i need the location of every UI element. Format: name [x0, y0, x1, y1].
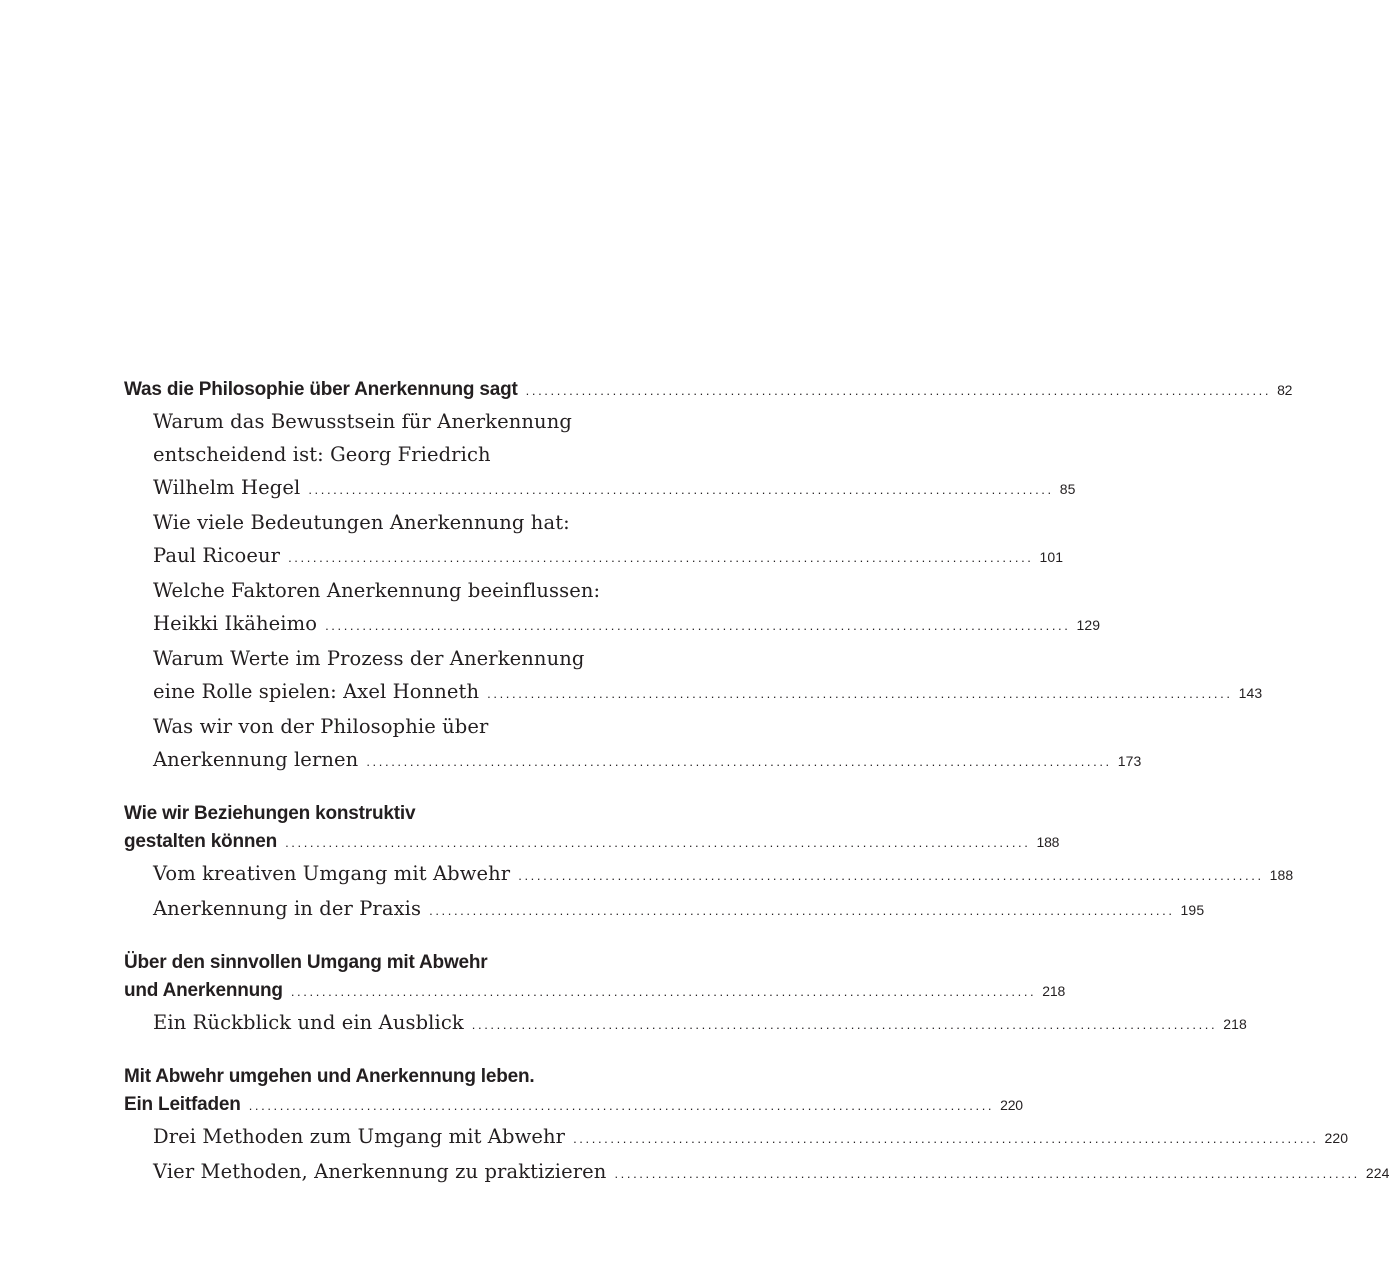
chapter-entry — [124, 376, 1293, 405]
dot-leader: ........................................................................................................................ — [573, 1131, 1319, 1146]
dot-leader: ........................................................................................................................ — [288, 550, 1034, 565]
dot-leader: ........................................................................................................................ — [325, 618, 1071, 633]
dot-leader: ........................................................................................................................ — [471, 1017, 1218, 1032]
entry-last-line — [124, 977, 1066, 1006]
entry-title-text: Heikki Ikäheimo — [153, 612, 318, 635]
entry-title-text: Warum Werte im Prozess der Anerkennung — [153, 647, 585, 670]
entry-title-text: Über den sinnvollen Umgang mit Abwehr — [124, 952, 488, 973]
entry-title-text: und Anerkennung — [124, 980, 283, 1001]
entry-last-line — [153, 857, 1294, 892]
page-number: 220 — [1000, 1097, 1023, 1113]
page-number: 218 — [1223, 1016, 1247, 1032]
entry-last-line — [153, 1120, 1349, 1155]
dot-leader: ........................................................................................................................ — [525, 383, 1272, 398]
entry-line — [153, 438, 672, 471]
toc-section — [124, 800, 1294, 927]
subsection-entry — [124, 1120, 1349, 1155]
page-number: 224 — [1365, 1165, 1390, 1181]
dot-leader: ........................................................................................................................ — [487, 686, 1233, 701]
entry-title-text: Wie wir Beziehungen konstruktiv — [124, 803, 416, 824]
page-number: 85 — [1059, 481, 1076, 497]
page-number: 82 — [1277, 382, 1293, 398]
entry-last-line — [153, 1006, 1247, 1041]
subsection-entry — [124, 857, 1294, 892]
table-of-contents — [124, 376, 1390, 1212]
entry-title-text: Wilhelm Hegel — [153, 476, 301, 499]
entry-title-text: Vom kreativen Umgang mit Abwehr — [153, 862, 511, 885]
entry-title-text: Drei Methoden zum Umgang mit Abwehr — [153, 1125, 566, 1148]
toc-section — [124, 949, 1247, 1041]
entry-title-text: Ein Rückblick und ein Ausblick — [153, 1011, 464, 1034]
subsection-entry — [124, 506, 1064, 574]
entry-title-text: Mit Abwehr umgehen und Anerkennung leben. — [124, 1066, 535, 1087]
entry-last-line — [153, 743, 1142, 778]
page-number: 143 — [1238, 685, 1263, 701]
entry-title-text: Warum das Bewusstsein für Anerkennung — [153, 410, 572, 433]
entry-line — [153, 405, 672, 438]
subsection-entry — [124, 1155, 1390, 1190]
entry-line — [153, 574, 672, 607]
entry-title-text: eine Rolle spielen: Axel Honneth — [153, 680, 480, 703]
dot-leader: ........................................................................................................................ — [308, 482, 1054, 497]
entry-line — [124, 949, 672, 977]
page-number: 220 — [1324, 1130, 1349, 1146]
entry-line — [153, 710, 672, 743]
page-number: 188 — [1269, 867, 1294, 883]
entry-title-text: Paul Ricoeur — [153, 544, 281, 567]
chapter-entry — [124, 1063, 1023, 1120]
page-number: 218 — [1042, 983, 1066, 999]
entry-title-text: Wie viele Bedeutungen Anerkennung hat: — [153, 511, 570, 534]
chapter-entry — [124, 949, 1066, 1006]
toc-section — [124, 376, 1293, 778]
entry-line — [124, 800, 672, 828]
entry-last-line — [153, 607, 1101, 642]
entry-title-text: Ein Leitfaden — [124, 1094, 241, 1115]
entry-line — [124, 1063, 672, 1091]
entry-title-text: Was die Philosophie über Anerkennung sagt — [124, 379, 518, 400]
subsection-entry — [124, 405, 1076, 506]
subsection-entry — [124, 574, 1101, 642]
entry-title-text: Was wir von der Philosophie über — [153, 715, 489, 738]
dot-leader: ........................................................................................................................ — [429, 903, 1175, 918]
toc-section — [124, 1063, 1390, 1190]
entry-line — [153, 642, 672, 675]
subsection-entry — [124, 710, 1142, 778]
subsection-entry — [124, 642, 1263, 710]
dot-leader: ........................................................................................................................ — [518, 868, 1264, 883]
subsection-entry — [124, 1006, 1247, 1041]
dot-leader: ........................................................................................................................ — [366, 754, 1112, 769]
entry-last-line — [124, 1091, 1023, 1120]
entry-title-text: Welche Faktoren Anerkennung beeinflussen: — [153, 579, 601, 602]
page-number: 173 — [1117, 753, 1142, 769]
entry-last-line — [153, 1155, 1390, 1190]
dot-leader: ........................................................................................................................ — [285, 835, 1031, 850]
page-number: 101 — [1039, 549, 1064, 565]
dot-leader: ........................................................................................................................ — [614, 1166, 1360, 1181]
entry-last-line — [153, 892, 1205, 927]
chapter-entry — [124, 800, 1060, 857]
page-number: 195 — [1180, 902, 1205, 918]
entry-title-text: Anerkennung in der Praxis — [153, 897, 422, 920]
dot-leader: ........................................................................................................................ — [290, 984, 1037, 999]
subsection-entry — [124, 892, 1205, 927]
entry-line — [153, 506, 672, 539]
entry-title-text: gestalten können — [124, 831, 278, 852]
entry-last-line — [124, 376, 1293, 405]
page-number: 129 — [1076, 617, 1101, 633]
entry-title-text: Anerkennung lernen — [153, 748, 359, 771]
entry-last-line — [153, 471, 1076, 506]
page-number: 188 — [1036, 834, 1060, 850]
entry-title-text: Vier Methoden, Anerkennung zu praktizieren — [153, 1160, 607, 1183]
entry-last-line — [153, 675, 1263, 710]
entry-last-line — [153, 539, 1064, 574]
entry-last-line — [124, 828, 1060, 857]
entry-title-text: entscheidend ist: Georg Friedrich — [153, 443, 491, 466]
dot-leader: ........................................................................................................................ — [248, 1098, 995, 1113]
